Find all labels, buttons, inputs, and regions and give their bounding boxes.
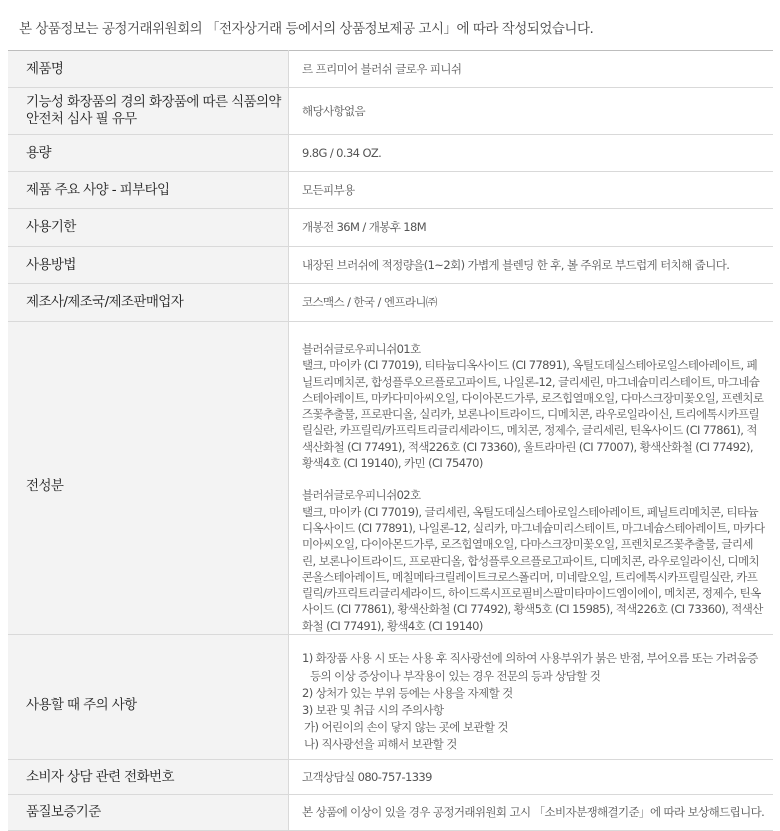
table-row-ingredients (8, 322, 773, 635)
table-row (8, 760, 773, 795)
row-value: 9.8G / 0.34 OZ. (289, 135, 774, 172)
product-info-table (8, 50, 773, 831)
ingredients-list-01: 탤크, 마이카 (CI 77019), 티타늄디옥사이드 (CI 77891), 옥틸도데실스테아로일스테아레이트, 페닐트리메치콘, 합성플루오르플로고파이트, 나일론-12, 글리세린, 마그네슘미리스테이트, 마그네슘스테아레이트, 마카다미아씨오일, 다이아몬드가루, 로즈힙열매오일, 다마스크장미꽃오일, 프렌치로즈꽃추출물, 프로판디올, 실리카, 보론나이트라이드, 디메치콘, 라우로일라이신, 트리에톡시카프릴릴실란, 카프릴릭/카프릭트리글리세라이드, 메치콘, 정제수, 글리세린, 틴옥사이드 (CI 77861), 적색산화철 (CI 77491), 적색226호 (CI 73360), 울트라마린 (CI 77007), 황색산화철 (CI 77492), 황색4호 (CI 19140), 카민 (CI 75470) (302, 358, 764, 471)
row-label: 제조사/제조국/제조판매업자 (8, 284, 289, 322)
caution-line: 가) 어린이의 손이 닿지 않는 곳에 보관할 것 (304, 720, 508, 735)
caution-line: 나) 직사광선을 피해서 보관할 것 (304, 737, 457, 752)
table-row (8, 172, 773, 209)
row-label: 사용방법 (8, 247, 289, 284)
table-row (8, 51, 773, 88)
row-label: 품질보증기준 (8, 795, 289, 831)
table-row (8, 209, 773, 247)
ingredients-list-02: 탤크, 마이카 (CI 77019), 글리세린, 옥틸도데실스테아로일스테아레이트, 페닐트리메치콘, 티타늄디옥사이드 (CI 77891), 나일론-12, 실리카, 마그네슘미리스테이트, 마그네슘스테아레이트, 마카다미아씨오일, 다이아몬드가루, 로즈힙열매오일, 다마스크장미꽃오일, 프렌치로즈꽃추출물, 글리세린, 보론나이트라이드, 프로판디올, 합성플루오르플로고파이트, 디메치콘, 라우로일라이신, 디메치콘올스테아레이트, 메칠메타크릴레이트크로스폴리머, 미네랄오일, 트리에톡시카프릴릴실란, 카프릴릭/카프릭트리글리세라이드, 하이드록시프로필비스팔미타마이드엠이에이, 메치콘, 정제수, 틴옥사이드 (CI 77861), 황색산화철 (CI 77492), 황색5호 (CI 15985), 적색226호 (CI 73360), 적색산화철 (CI 77491), 황색4호 (CI 19140) (302, 504, 765, 633)
row-value: 개봉전 36M / 개봉후 18M (289, 209, 774, 247)
row-value: 모든피부용 (289, 172, 774, 209)
row-value: 코스맥스 / 한국 / 엔프라니㈜ (289, 284, 774, 322)
row-label: 기능성 화장품의 경의 화장품에 따른 식품의약 안전처 심사 필 유무 (8, 88, 289, 135)
table-row (8, 284, 773, 322)
row-value: 본 상품에 이상이 있을 경우 공정거래위원회 고시 「소비자분쟁해결기준」에 따라 보상해드립니다. (289, 795, 774, 831)
row-label: 사용할 때 주의 사항 (8, 635, 289, 760)
intro-notice: 본 상품정보는 공정거래위원회의 「전자상거래 등에서의 상품정보제공 고시」에 따라 작성되었습니다. (19, 21, 594, 37)
spacer (302, 471, 765, 487)
table-row (8, 135, 773, 172)
row-label: 용량 (8, 135, 289, 172)
row-label: 제품명 (8, 51, 289, 88)
row-label: 소비자 상담 관련 전화번호 (8, 760, 289, 795)
table-row (8, 88, 773, 135)
ingredients-value (289, 322, 774, 635)
row-value: 내장된 브러쉬에 적정량을(1~2회) 가볍게 블렌딩 한 후, 볼 주위로 부드럽게 터치해 줍니다. (289, 247, 774, 284)
caution-line: 1) 화장품 사용 시 또는 사용 후 직사광선에 의하여 사용부위가 붉은 반점, 부어오름 또는 가려움증 (302, 651, 758, 666)
row-value: 고객상담실 080-757-1339 (289, 760, 774, 795)
row-label: 제품 주요 사양 - 피부타입 (8, 172, 289, 209)
table-row-caution (8, 635, 773, 760)
ingredients-title-02: 블러쉬글로우피니쉬02호 (302, 488, 421, 503)
row-value: 르 프리미어 블러쉬 글로우 피니쉬 (289, 51, 774, 88)
row-label: 사용기한 (8, 209, 289, 247)
caution-line: 3) 보관 및 취급 시의 주의사항 (302, 703, 444, 718)
table-row (8, 247, 773, 284)
caution-line: 2) 상처가 있는 부위 등에는 사용을 자제할 것 (302, 685, 513, 700)
ingredients-title-01: 블러쉬글로우피니쉬01호 (302, 342, 421, 356)
row-label: 전성분 (8, 322, 289, 635)
table-row (8, 795, 773, 831)
row-value: 해당사항없음 (289, 88, 774, 135)
caution-value (289, 635, 774, 760)
caution-line: 등의 이상 증상이나 부작용이 있는 경우 전문의 등과 상담할 것 (310, 668, 601, 683)
